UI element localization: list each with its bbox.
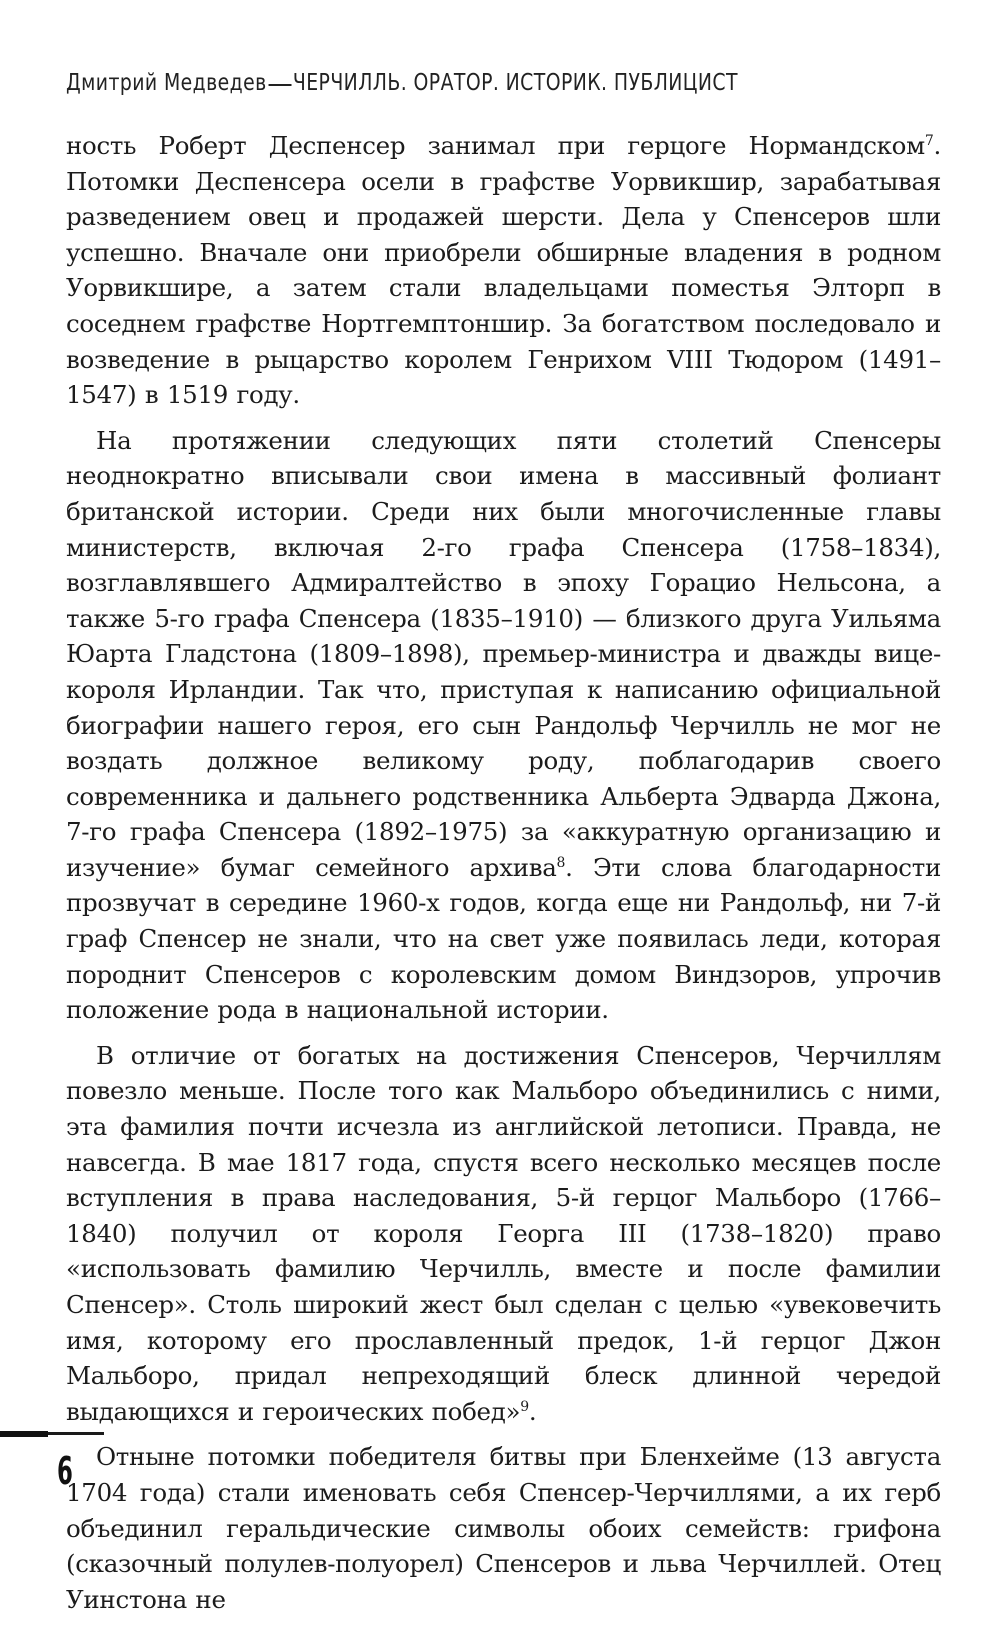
paragraph-3-text-a: В отличие от богатых на достижения Спенсеров, Черчиллям повезло меньше. После того как Мальборо объединились с ними, эта фамилия почти исчезла из английской летописи. Правда, не навсегда. В мае 1817 года, спустя всего несколько месяцев после вступления в права наследования, 5-й герцог Мальборо (1766–1840) получил от короля Георга III (1738–1820) право «использовать фамилию Черчилль, вместе и после фамилии Спенсер». Столь широкий жест был сделан с целью «увековечить имя, которому его прославленный предок, 1-й герцог Джон Мальборо, придал непреходящий блеск длинной чередой выдающихся и героических побед» — [66, 1040, 941, 1426]
body-text — [66, 128, 941, 1627]
header-author: Дмитрий Медведев — [66, 70, 267, 96]
footer-rule-accent — [0, 1431, 48, 1437]
paragraph-4-text-a: Отныне потомки победителя битвы при Бленхейме (13 августа 1704 года) стали именовать себя Спенсер-Черчиллями, а их герб объединил геральдические символы обоих семейств: грифона (сказочный полулев-полуорел) Спенсеров и льва Черчиллей. Отец Уинстона не — [66, 1442, 941, 1614]
paragraph-2 — [66, 423, 941, 1028]
running-header — [66, 70, 738, 96]
footnote-ref-8: 8 — [556, 854, 566, 871]
paragraph-1-text-b: . Потомки Деспенсера осели в графстве Уорвикшир, зарабатывая разведением овец и продажей шерсти. Дела у Спенсеров шли успешно. Вначале они приобрели обширные владения в родном Уорвикшире, а затем стали владельцами поместья Элторп в соседнем графстве Нортгемптоншир. За богатством последовало и возведение в рыцарство королем Генрихом VIII Тюдором (1491–1547) в 1519 году. — [66, 131, 941, 410]
paragraph-2-text-b: . Эти слова благодарности прозвучат в середине 1960-х годов, когда еще ни Рандольф, ни 7-й граф Спенсер не знали, что на свет уже появилась леди, которая породнит Спенсеров с королевским домом Виндзоров, упрочив положение рода в национальной истории. — [66, 852, 941, 1025]
paragraph-1-text-a: ность Роберт Деспенсер занимал при герцоге Нормандском — [66, 131, 925, 160]
footnote-ref-7: 7 — [924, 132, 934, 149]
paragraph-3-text-b: . — [528, 1396, 537, 1426]
footnote-ref-9: 9 — [520, 1398, 529, 1415]
header-book-title: ЧЕРЧИЛЛЬ. ОРАТОР. ИСТОРИК. ПУБЛИЦИСТ — [292, 70, 738, 96]
paragraph-1 — [66, 128, 941, 413]
header-separator — [268, 84, 291, 86]
page-number: 6 — [57, 1449, 73, 1493]
paragraph-3 — [66, 1038, 941, 1430]
paragraph-2-text-a: На протяжении следующих пяти столетий Спенсеры неоднократно вписывали свои имена в массивный фолиант британской истории. Среди них были многочисленные главы министерств, включая 2-го графа Спенсера (1758–1834), возглавлявшего Адмиралтейство в эпоху Горацио Нельсона, а также 5-го графа Спенсера (1835–1910) — близкого друга Уильяма Юарта Гладстона (1809–1898), премьер-министра и дважды вице-короля Ирландии. Так что, приступая к написанию официальной биографии нашего героя, его сын Рандольф Черчилль не мог не воздать должное великому роду, поблагодарив своего современника и дальнего родственника Альберта Эдварда Джона, 7-го графа Спенсера (1892–1975) за «аккуратную организацию и изучение» бумаг семейного архива — [66, 425, 941, 882]
paragraph-4 — [66, 1439, 941, 1617]
